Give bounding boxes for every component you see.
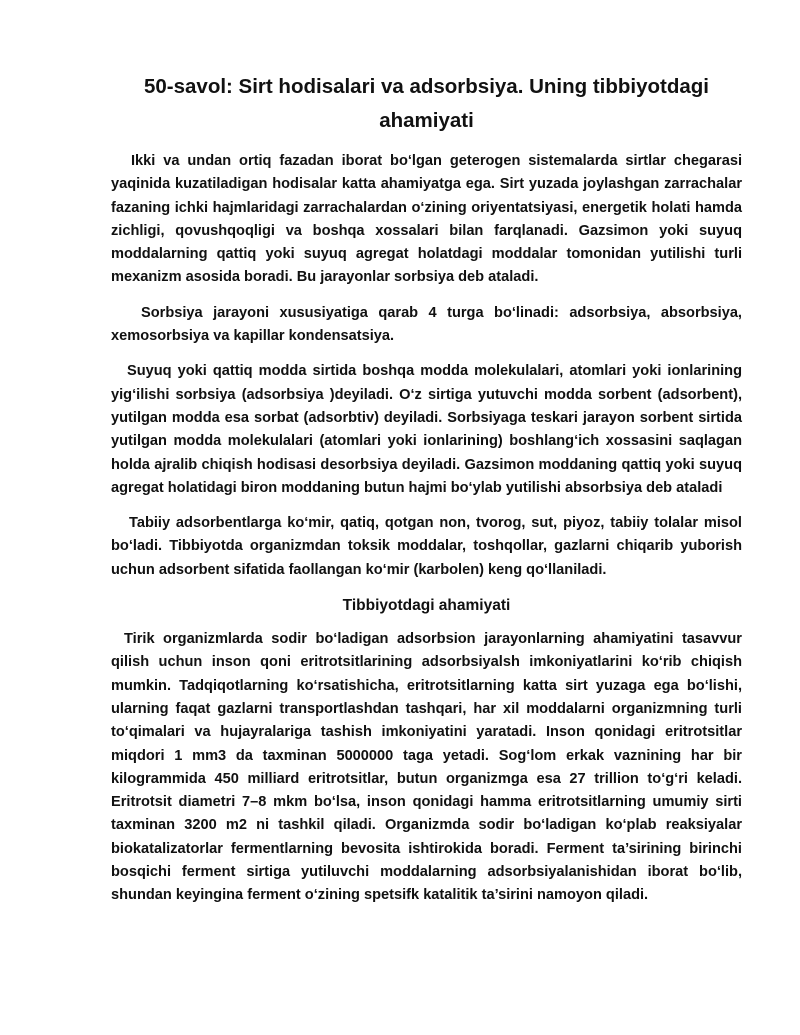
section-title: Tibbiyotdagi ahamiyati bbox=[342, 597, 511, 615]
paragraph-intro: Ikki va undan ortiq fazadan iborat bo‘lgan geterogen sistemalarda sirtlar chegarasi yaqinida kuzatiladigan hodisalar katta ahamiyatga ega. Sirt yuzada joylashgan zarrachalar fazaning ichki hajmlaridagi zarrachalardan o‘zining oriyentatsiyasi, energetik holati hamda zichligi, qovushqoqligi va boshqa xossalari bilan farqlanadi. Gazsimon yoki suyuq moddalarning qattiq yoki suyuq agregat holatdagi moddalar tomonidan yutilishi turli mexanizm asosida boradi. Bu jarayonlar sorbsiya deb ataladi. bbox=[111, 153, 742, 286]
document-page bbox=[111, 70, 742, 920]
paragraph-natural-adsorbents: Tabiiy adsorbentlarga ko‘mir, qatiq, qotgan non, tvorog, sut, piyoz, tabiiy tolalar misol bo‘ladi. Tibbiyotda organizmdan toksik moddalar, toshqollar, gazlarni chiqarib yuborish uchun adsorbent sifatida faollangan ko‘mir (karbolen) keng qo‘llaniladi. bbox=[111, 515, 742, 578]
paragraph-sorption-types: Sorbsiya jarayoni xususiyatiga qarab 4 turga bo‘linadi: adsorbsiya, absorbsiya, xemosorbsiya va kapillar kondensatsiya. bbox=[111, 304, 742, 345]
paragraph-adsorption-definition: Suyuq yoki qattiq modda sirtida boshqa modda molekulalari, atomlari yoki ionlarining yig‘ilishi sorbsiya (adsorbsiya )deyiladi. O‘z sirtiga yutuvchi modda sorbent (adsorbent), yutilgan modda esa sorbat (adsorbtiv) deyiladi. Sorbsiyaga teskari jarayon sorbent sirtida yutilgan modda molekulalari (atomlari yoki ionlarining) boshlang‘ich xossasini saqlagan holda ajralib chiqish hodisasi desorbsiya deyiladi. Gazsimon moddaning qattiq yoki suyuq agregat holatidagi biron moddaning butun hajmi bo‘ylab yutilishi absorbsiya deb ataladi bbox=[111, 363, 742, 496]
paragraph-medical-importance: Tirik organizmlarda sodir bo‘ladigan adsorbsion jarayonlarning ahamiyatini tasavvur qilish uchun inson qoni eritrotsitlarining adsorbsiyalsh imkoniyatlarini ko‘rib chiqish mumkin. Tadqiqotlarning ko‘rsatishicha, eritrotsitlarning katta sirt yuzaga ega bo‘lishi, ularning faqat gazlarni transportlashdan tashqari, har xil moddalarni organizmning turli to‘qimalari va hujayralariga tashish imkoniyatini yaratadi. Inson qonidagi eritrotsitlar miqdori 1 mm3 da taxminan 5000000 taga yetadi. Sog‘lom erkak vaznining har bir kilogrammida 450 milliard eritrotsitlar, butun organizmga esa 27 trillion to‘g‘ri keladi. Eritrotsit diametri 7–8 mkm bo‘lsa, inson qonidagi hamma eritrotsitlarning umumiy sirti taxminan 3200 m2 ni tashkil qiladi. Organizmda sodir bo‘ladigan ko‘plab reaksiyalar biokatalizatorlar fermentlarning bevosita ishtirokida boradi. Ferment ta’sirining birinchi bosqichi ferment sirtiga yutiluvchi moddalarning adsorbsiyalanishidan iborat bo‘lib, shundan keyingina ferment o‘zining spetsifk katalitik ta’sirini namoyon qiladi. bbox=[111, 631, 742, 904]
page-title: 50-savol: Sirt hodisalari va adsorbsiya. Uning tibbiyotdagi ahamiyati bbox=[143, 75, 710, 132]
